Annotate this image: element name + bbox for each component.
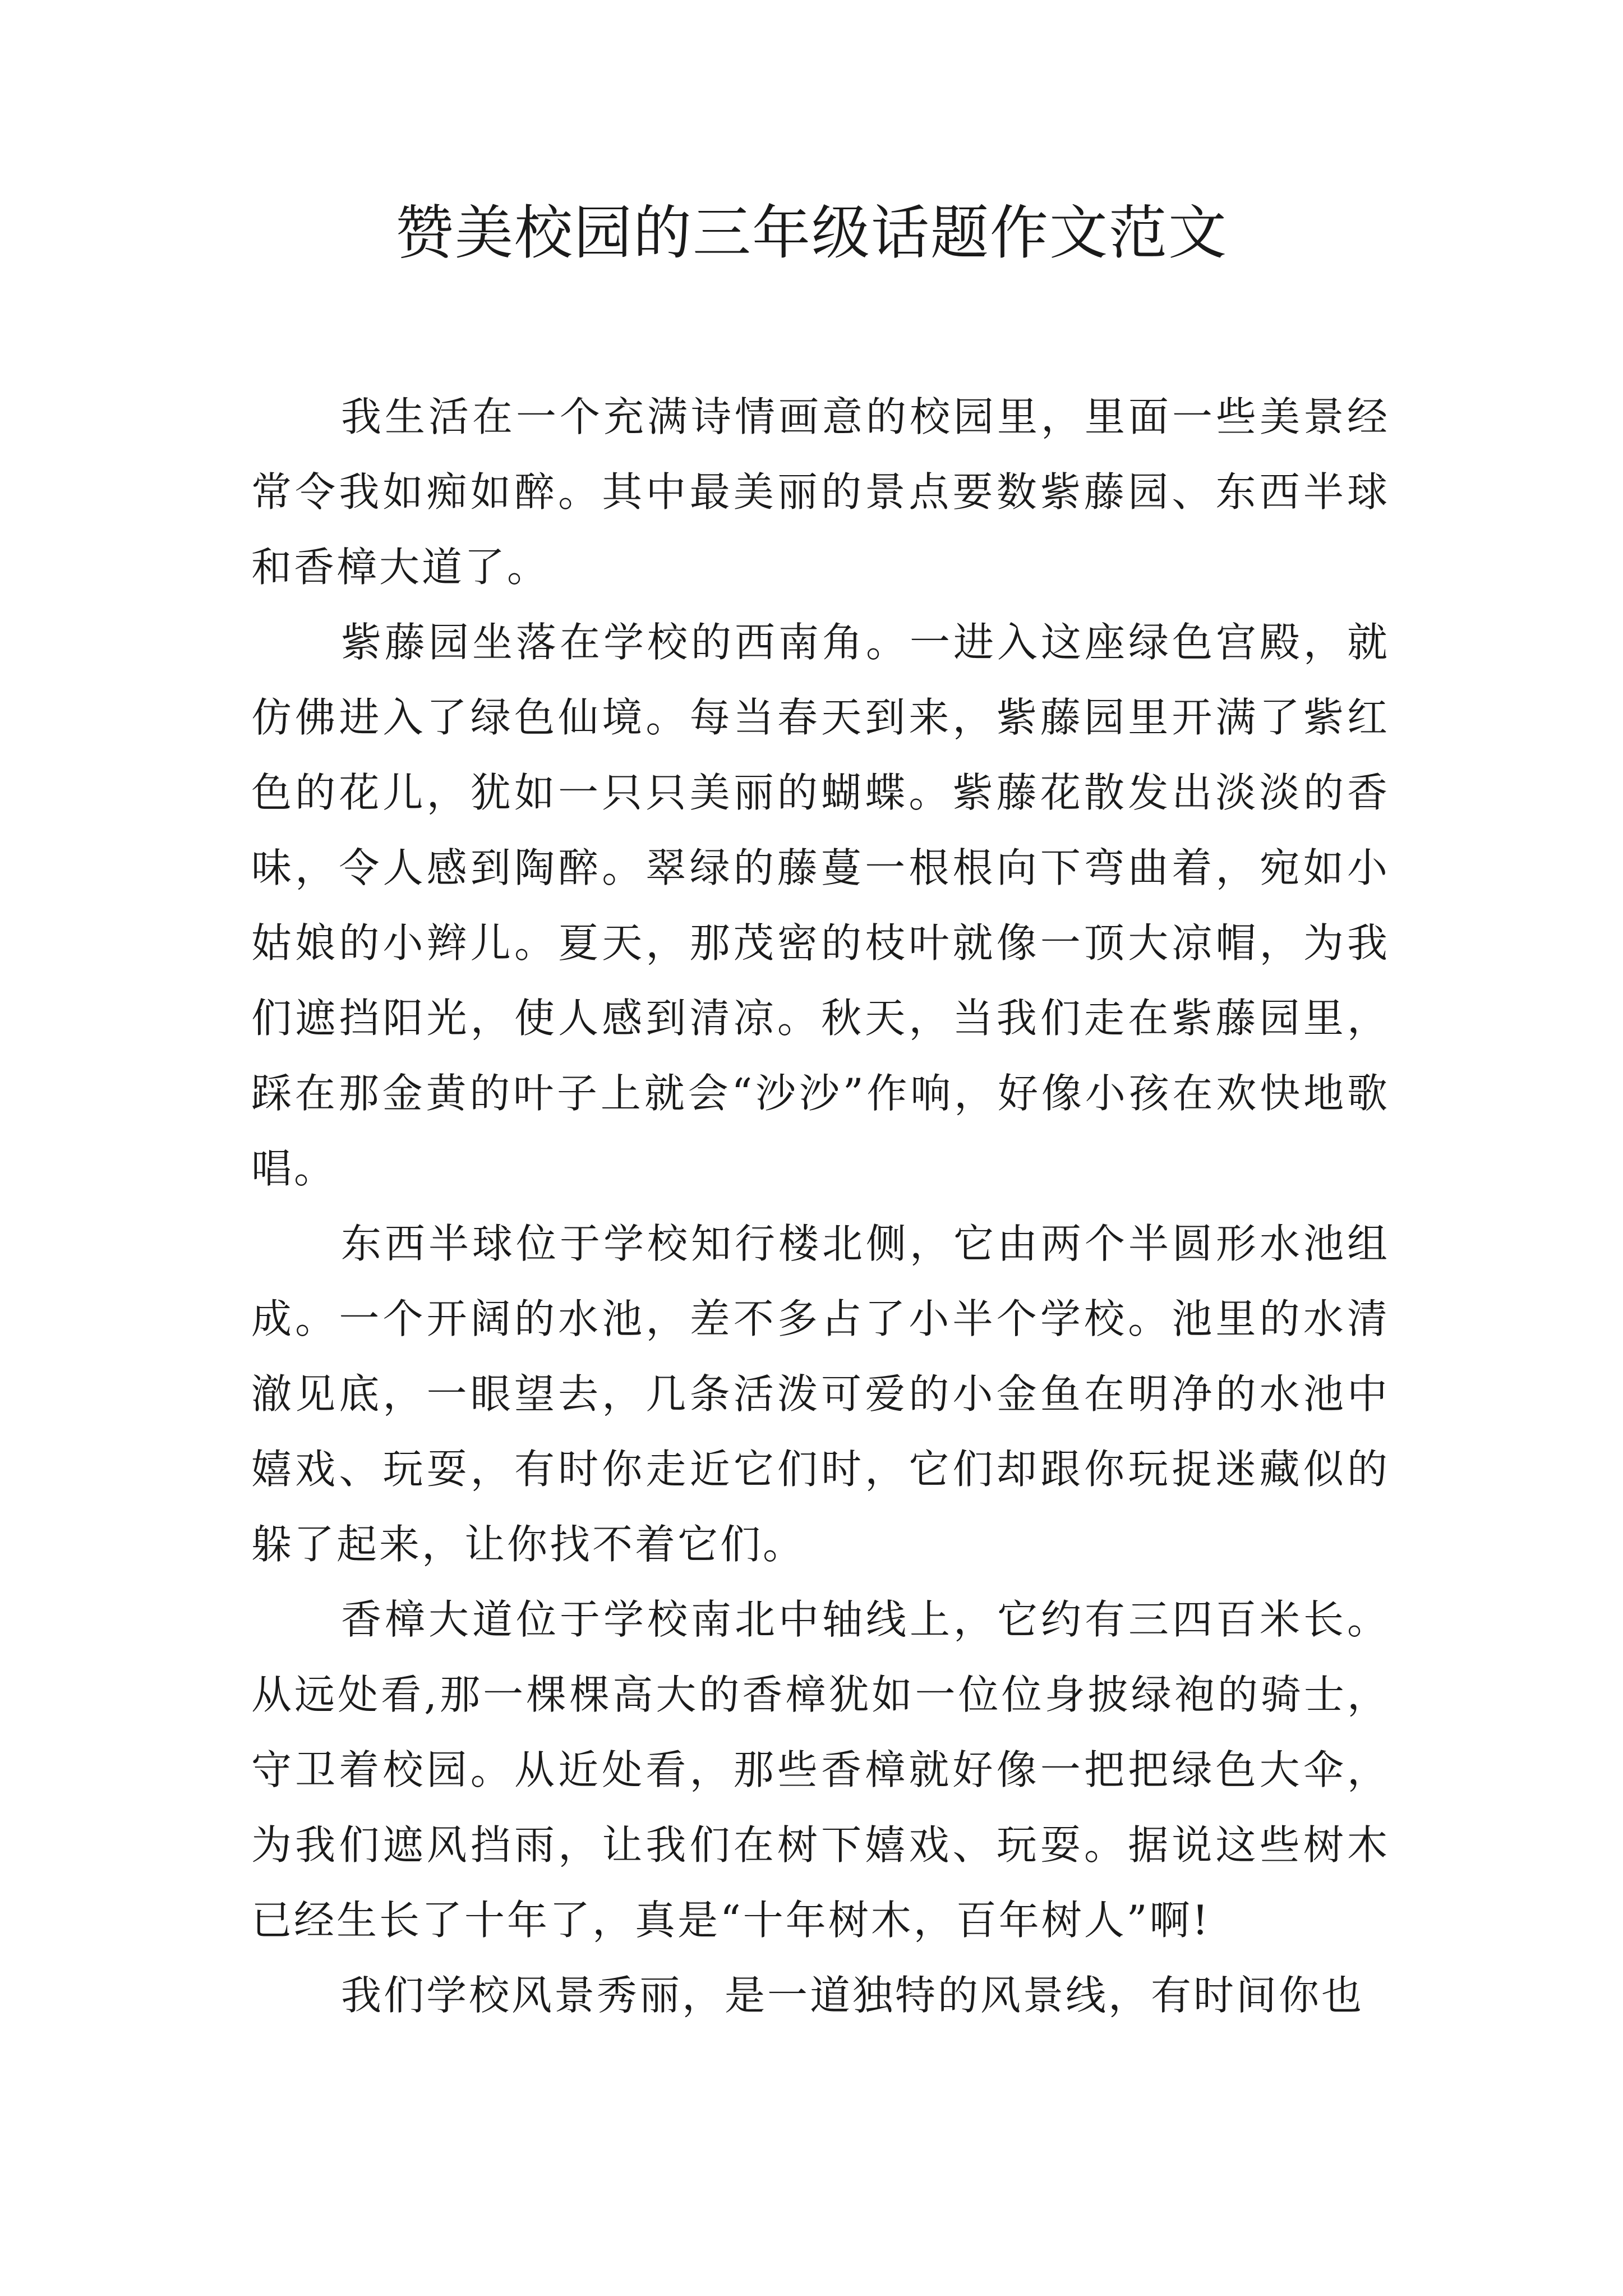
paragraph-closing: 我们学校风景秀丽，是一道独特的风景线，有时间你也	[341, 1972, 1364, 2019]
paragraph-camphor-avenue: 香樟大道位于学校南北中轴线上，它约有三四百米长。从远处看,那一棵棵高大的香樟犹如一位位身披绿袍的骑士，守卫着校园。从近处看，那些香樟就好像一把把绿色大伞，为我们遮风挡雨，让我们在树下嬉戏、玩耍。据说这些树木已经生长了十年了，真是“十年树木，百年树人”啊!	[251, 1596, 1390, 1944]
paragraph-intro: 我生活在一个充满诗情画意的校园里，里面一些美景经常令我如痴如醉。其中最美丽的景点要数紫藤园、东西半球和香樟大道了。	[251, 393, 1390, 591]
paragraph-wisteria-garden: 紫藤园坐落在学校的西南角。一进入这座绿色宫殿，就仿佛进入了绿色仙境。每当春天到来，紫藤园里开满了紫红色的花儿，犹如一只只美丽的蝴蝶。紫藤花散发出淡淡的香味，令人感到陶醉。翠绿的藤蔓一根根向下弯曲着，宛如小姑娘的小辫儿。夏天，那茂密的枝叶就像一顶大凉帽，为我们遮挡阳光，使人感到清凉。秋天，当我们走在紫藤园里，踩在那金黄的叶子上就会“沙沙”作响，好像小孩在欢快地歌唱。	[251, 619, 1390, 1192]
paragraph-hemispheres: 东西半球位于学校知行楼北侧，它由两个半圆形水池组成。一个开阔的水池，差不多占了小半个学校。池里的水清澈见底，一眼望去，几条活泼可爱的小金鱼在明净的水池中嬉戏、玩耍，有时你走近它们时，它们却跟你玩捉迷藏似的躲了起来，让你找不着它们。	[251, 1220, 1390, 1568]
document-title: 赞美校园的三年级话题作文范文	[395, 199, 1228, 267]
document-body	[251, 379, 1390, 2033]
